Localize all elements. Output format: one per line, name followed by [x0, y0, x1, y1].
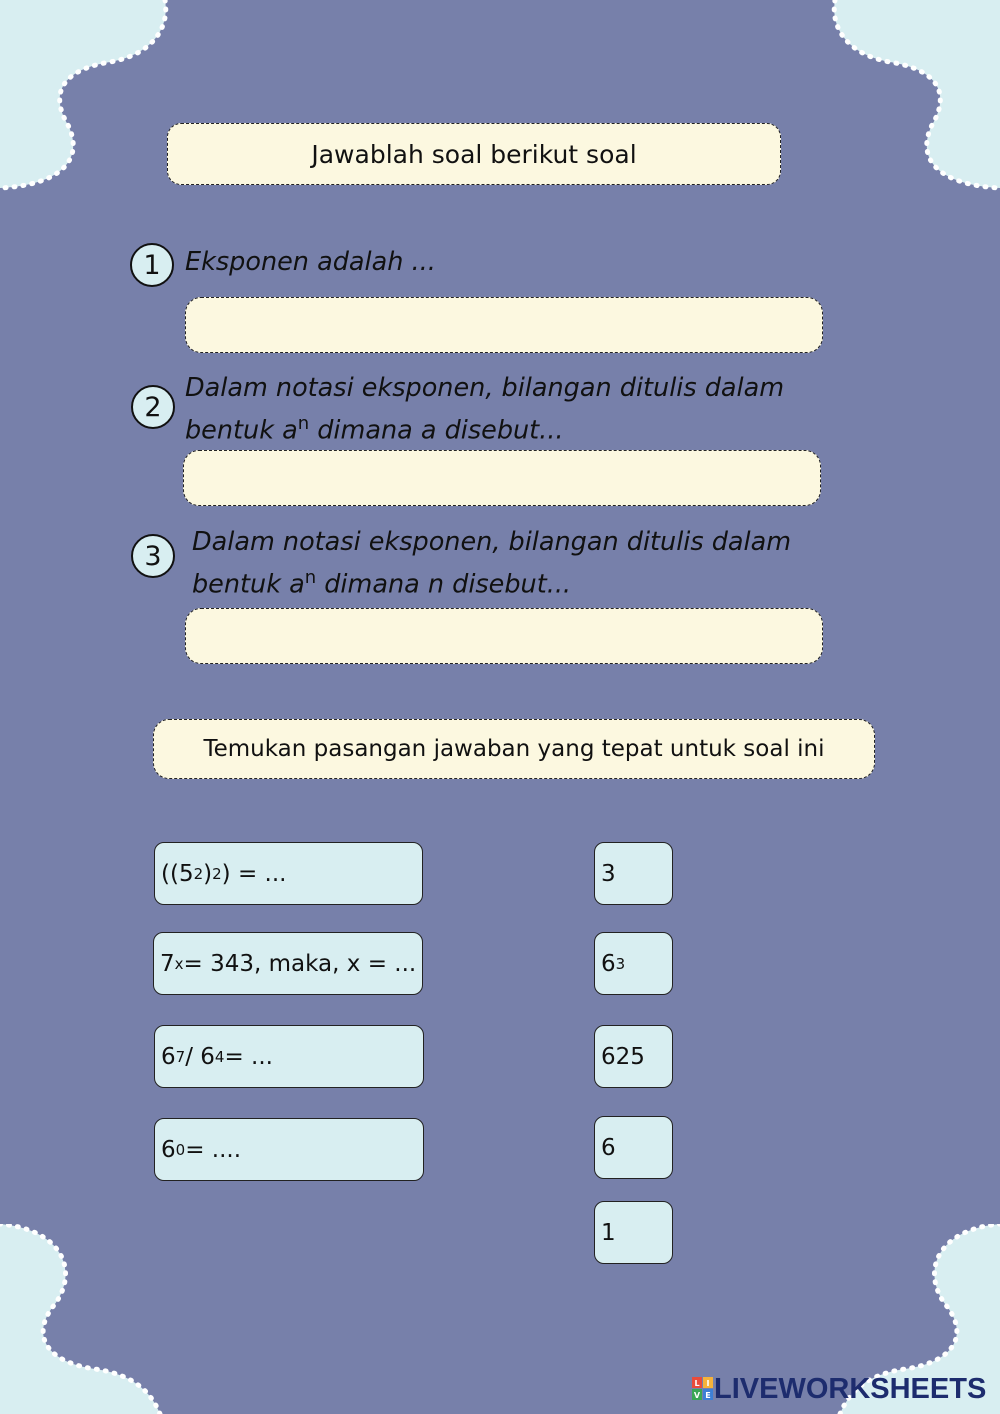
match-prompt-3[interactable]: 6 7 / 6 4 = ... — [154, 1025, 424, 1088]
match-answer-1[interactable]: 3 — [594, 842, 673, 905]
liveworksheets-logo-text: LIVEWORKSHEETS — [714, 1372, 987, 1405]
question-3-number: 3 — [131, 534, 175, 578]
match-answer-4[interactable]: 6 — [594, 1116, 673, 1179]
question-2-answer-field[interactable] — [183, 450, 821, 506]
matching-instruction: Temukan pasangan jawaban yang tepat untuk soal ini — [203, 736, 825, 762]
question-3-text: Dalam notasi eksponen, bilangan ditulis dalam bentuk $a^n$ dimana n disebut... — [192, 527, 792, 600]
match-prompt-2[interactable]: 7 x = 343, maka, x = ... — [153, 932, 423, 995]
corner-decoration-bottom-left — [0, 1224, 180, 1414]
logo-letter-v: V — [693, 1391, 701, 1400]
worksheet-title: Jawablah soal berikut soal — [311, 139, 637, 169]
question-1-number: 1 — [130, 243, 174, 287]
logo-letter-i: I — [706, 1379, 710, 1388]
liveworksheets-logo — [692, 1374, 986, 1404]
question-2-number: 2 — [131, 385, 175, 429]
match-answer-2[interactable]: 6 3 — [594, 932, 673, 995]
question-1-answer-field[interactable] — [185, 297, 823, 353]
match-answer-5[interactable]: 1 — [594, 1201, 673, 1264]
match-prompt-1[interactable]: ((5 2 ) 2 ) = ... — [154, 842, 423, 905]
logo-letter-e: E — [705, 1391, 711, 1400]
matching-instruction-box — [153, 719, 875, 779]
corner-decoration-top-left — [0, 0, 180, 200]
question-1-text: Eksponen adalah ... — [185, 247, 436, 277]
liveworksheets-logo-icon — [692, 1377, 714, 1401]
worksheet-title-box — [167, 123, 781, 185]
question-3-answer-field[interactable] — [185, 608, 823, 664]
corner-decoration-top-right — [820, 0, 1000, 200]
match-prompt-4[interactable]: 6 0 = .... — [154, 1118, 424, 1181]
logo-letter-l: L — [694, 1379, 700, 1388]
match-answer-3[interactable]: 625 — [594, 1025, 673, 1088]
question-2-text: Dalam notasi eksponen, bilangan ditulis dalam bentuk $a^n$ dimana a disebut... — [185, 373, 785, 446]
